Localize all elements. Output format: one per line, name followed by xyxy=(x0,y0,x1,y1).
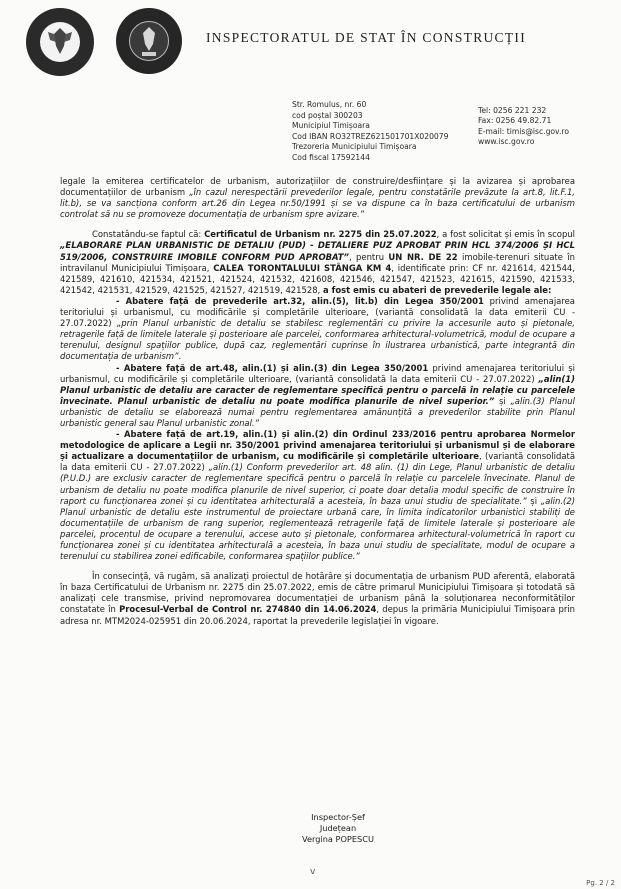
page-number: Pg. 2 / 2 xyxy=(586,879,615,887)
text-span: și xyxy=(526,495,541,506)
text-span: imobile-terenuri situate în intravilanul Municipiului Timișoara, xyxy=(60,251,575,273)
contact-block xyxy=(478,106,569,147)
text-span: a fost emis cu abateri de prevederile legale ale: xyxy=(323,284,552,295)
cf-list: , identificate prin: CF nr. 421614, 421544, 421589, 421610, 421534, 421521, 421524, 421532, 421608, 421546, 421547, 421523, 421615, 421590, 421533, 421542, 421531, 421529, 421525, 421527, 421519, 421528, xyxy=(60,262,575,295)
text-span: privind amenajarea teritoriului și urbanismul, cu modificările și completările ulterioare, (variantă consolidată la data emiterii CU - 27.07.2022) xyxy=(60,295,575,329)
text-span: privind amenajarea teritoriului și urbanismul, cu modificările și completările ulterioare, (variantă consolidată la data emiterii CU - 27.07.2022) xyxy=(60,362,575,384)
text-span: , a fost solicitat și emis în scopul xyxy=(436,229,575,240)
deviation-heading: - Abatere față de art.19, alin.(1) și alin.(2) din Ordinul 233/2016 pentru aprobarea Normelor metodologice de aplicare a Legii nr. 350/2001 privind amenajarea teritoriului și urbanismul și de elaborare și actualizare a documentațiilor de urbanism, cu modificările și completările ulterioare xyxy=(60,429,575,462)
text-span: și xyxy=(494,395,511,406)
postal-line: cod poștal 300203 xyxy=(292,110,363,120)
iban-line: Cod IBAN RO32TREZ621501701X020079 xyxy=(292,131,449,141)
signatory-name: Vergina POPESCU xyxy=(302,834,374,844)
text-span: În consecință, vă rugăm, să analizați proiectul de hotărâre și documentația de urbanism PUD aferentă, elaborată în baza Certificatului de Urbanism nr. 2275 din 25.07.2022, emis de către primarul Municipiului Timișoara și totodată să analizați cele transmise, privind nepromovarea documentației de urbanism până la soluționarea neconformităților constatate în xyxy=(60,571,575,615)
email-line: E-mail: timis@isc.gov.ro xyxy=(478,126,569,136)
quote-span: „alin.(2) Planul urbanistic de detaliu este instrumentul de proiectare urbană care, în limita indicatorilor urbanistici stabiliți de documentațiile de urbanism de rang superior, reglementează retragerile față de limitele laterale și posterioare ale parcelei, procentul de ocupare a terenului, accese auto și pietonale, conformarea arhitectural-volumetrică în raport cu funcționarea zonei și cu identitatea arhitecturală a acesteia, în baza unui studiu de specialitate, modul de ocupare a terenului cu stabilirea zonei edificabile, conformarea spațiilor publice.” xyxy=(60,495,575,562)
project-title: „ELABORARE PLAN URBANISTIC DE DETALIU (PUD) - DETALIERE PUZ APROBAT PRIN HCL 374/2006 ȘI HCL 519/2006, CONSTRUIRE IMOBILE CONFORM PUD APROBAT” xyxy=(60,240,575,262)
paragraph-findings xyxy=(60,229,575,296)
deviation-3 xyxy=(60,429,575,562)
government-seal-icon xyxy=(26,8,94,76)
phone-line: Tel: 0256 221 232 xyxy=(478,106,547,115)
fax-line: Fax: 0256 49.82.71 xyxy=(478,116,552,126)
signature-block xyxy=(296,812,380,845)
street-line: Str. Romulus, nr. 60 xyxy=(292,100,367,109)
deviation-heading: - Abatere față de prevederile art.32, alin.(5), lit.b) din Legea 350/2001 xyxy=(116,295,484,306)
location: CALEA TORONTALULUI STÂNGA KM 4 xyxy=(213,262,392,273)
quote-span: „în cazul nerespectării prevederilor legale, pentru constatările prevăzute la art.8, lit.F.1, lit.b), se va sancționa conform art.26 din Legea nr.50/1991 și se va dispune ca în baza certificatului de urbanism controlat să nu se promoveze documentația de urbanism spre avizare.” xyxy=(60,187,575,220)
quote-span: „alin(1) Planul urbanistic de detaliu are caracter de reglementare specifică pentru o parcelă în relație cu parcelele învecinate. Planul urbanistic de detaliu nu poate modifica planurile de nivel superior.” xyxy=(60,373,575,406)
isc-seal-icon xyxy=(116,8,182,74)
quote-span: „alin.(3) Planul urbanistic de detaliu se elaborează numai pentru reglementarea amănunțită a prevederilor stabilite prin Planul urbanistic general sau Planul urbanistic zonal.” xyxy=(60,395,576,428)
text-span: , (variantă consolidată la data emiterii CU - 27.07.2022) xyxy=(60,451,575,473)
certificate-ref: Certificatul de Urbanism nr. 2275 din 25.07.2022 xyxy=(204,229,437,240)
deviation-2 xyxy=(60,363,575,430)
coat-of-arms-icon xyxy=(26,8,94,76)
letter-body xyxy=(60,176,575,627)
text-span: , pentru xyxy=(348,251,389,262)
city-line: Municipiul Timișoara xyxy=(292,121,370,131)
website-line: www.isc.gov.ro xyxy=(478,136,535,146)
quote-span: „prin Planul urbanistic de detaliu se stabilesc reglementări cu privire la accesurile auto și pietonale, retragerile față de limitele laterale și posterioare ale parcelei, conformarea arhitectural-volumetrică, modul de ocupare a terenului, designul spațiilor publice, după caz, reglementări cuprinse în ilustrarea urbanistică, parte integrantă din documentația de urbanism” xyxy=(60,318,575,362)
isc-emblem-icon xyxy=(116,8,182,74)
text-span: UN NR. DE 22 xyxy=(388,251,458,262)
paragraph-conclusion xyxy=(60,571,575,626)
fiscal-code-line: Cod fiscal 17592144 xyxy=(292,152,370,162)
quote-span: „alin.(1) Conform prevederilor art. 48 alin. (1) din Lege, Planul urbanistic de detaliu (P.U.D.) are exclusiv caracter de reglementare specifică pentru o parcelă în relație cu parcelele învecinate. Planul de urbanism de detaliu nu poate modifica planurile de nivel superior, ci poate doar detalia modul specific de construire în raport cu funcționarea zonei și cu identitatea arhitecturală a acesteia, în baza unui studiu de specialitate.” xyxy=(60,462,575,506)
treasury-line: Trezoreria Municipiului Timișoara xyxy=(292,142,417,152)
signatory-role: Inspector-Șef Județean xyxy=(311,812,365,833)
text-span: legale la emiterea certificatelor de urbanism, autorizațiilor de construire/desființare și la avizarea și aprobarea documentațiilor de urbanism xyxy=(60,176,575,198)
control-report-ref: Procesul-Verbal de Control nr. 274840 din 14.06.2024 xyxy=(119,604,377,615)
deviation-heading: - Abatere față de art.48, alin.(1) și alin.(3) din Legea 350/2001 xyxy=(116,362,429,373)
address-block xyxy=(292,100,448,164)
text-span: Constatându-se faptul că: xyxy=(92,229,205,240)
paragraph-intro xyxy=(60,176,575,220)
chevron-down-icon: v xyxy=(310,867,316,877)
institution-title: INSPECTORATUL DE STAT ÎN CONSTRUCȚII xyxy=(206,30,526,45)
text-span: , depus la primăria Municipiului Timișoara prin adresa nr. MTM2024-025951 din 20.06.2024, raportat la prevederile legislației în vigoare. xyxy=(60,604,575,626)
text-span: . xyxy=(178,351,182,362)
deviation-1 xyxy=(60,296,575,363)
